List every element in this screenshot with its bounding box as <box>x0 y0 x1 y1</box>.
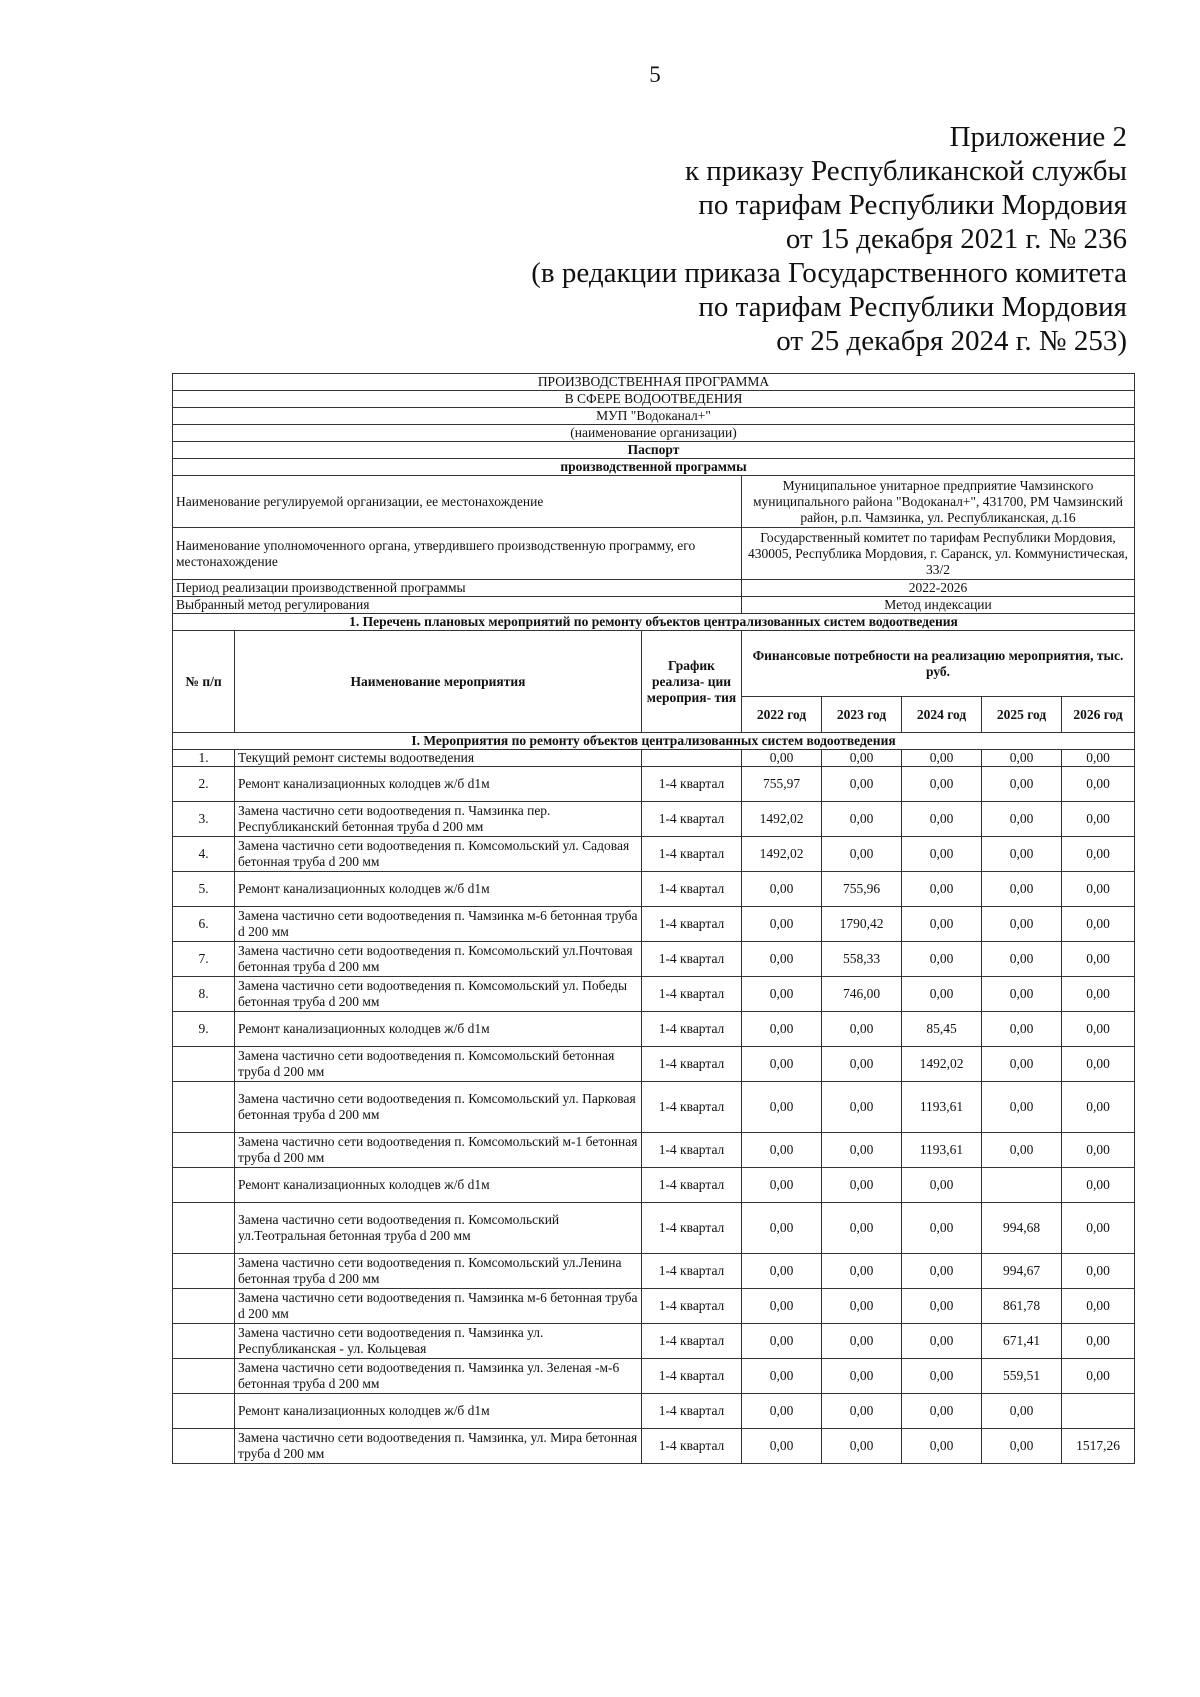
table-row <box>173 750 1135 767</box>
table-row <box>173 872 1135 907</box>
row-schedule: 1-4 квартал <box>642 942 742 977</box>
row-number: 3. <box>173 802 235 837</box>
table-row <box>173 1429 1135 1464</box>
row-schedule: 1-4 квартал <box>642 1047 742 1082</box>
row-number <box>173 1203 235 1254</box>
row-activity-name: Замена частично сети водоотведения п. Комсомольский ул. Садовая бетонная труба d 200 мм <box>235 837 642 872</box>
row-value: 0,00 <box>902 872 982 907</box>
row-number <box>173 1047 235 1082</box>
row-schedule: 1-4 квартал <box>642 1289 742 1324</box>
row-value: 0,00 <box>822 1429 902 1464</box>
table-row <box>173 767 1135 802</box>
row-value: 0,00 <box>982 907 1062 942</box>
row-value: 0,00 <box>1062 1133 1135 1168</box>
row-value: 755,96 <box>822 872 902 907</box>
row-value: 0,00 <box>1062 1047 1135 1082</box>
row-value: 0,00 <box>902 1168 982 1203</box>
row-value: 861,78 <box>982 1289 1062 1324</box>
row-activity-name: Замена частично сети водоотведения п. Чамзинка, ул. Мира бетонная труба d 200 мм <box>235 1429 642 1464</box>
production-program-table <box>172 373 1135 1464</box>
row-value: 0,00 <box>902 837 982 872</box>
row-schedule: 1-4 квартал <box>642 1359 742 1394</box>
row-value: 1790,42 <box>822 907 902 942</box>
row-value: 1492,02 <box>742 837 822 872</box>
program-subtitle: В СФЕРЕ ВОДООТВЕДЕНИЯ <box>173 391 1135 408</box>
row-number <box>173 1133 235 1168</box>
passport-title: Паспорт <box>173 442 1135 459</box>
row-value: 0,00 <box>742 1359 822 1394</box>
column-header-finance: Финансовые потребности на реализацию мероприятия, тыс. руб. <box>742 631 1135 697</box>
row-value: 0,00 <box>822 1082 902 1133</box>
passport-label: Наименование регулируемой организации, ее местонахождение <box>173 476 742 528</box>
row-value: 0,00 <box>982 942 1062 977</box>
passport-label: Наименование уполномоченного органа, утвердившего производственную программу, его местонахождение <box>173 528 742 580</box>
row-value: 1193,61 <box>902 1082 982 1133</box>
row-value: 0,00 <box>902 1203 982 1254</box>
row-value: 1193,61 <box>902 1133 982 1168</box>
row-number <box>173 1254 235 1289</box>
row-value: 755,97 <box>742 767 822 802</box>
row-activity-name: Ремонт канализационных колодцев ж/б d1м <box>235 1168 642 1203</box>
row-number <box>173 1394 235 1429</box>
table-row <box>173 802 1135 837</box>
header-line: (в редакции приказа Государственного комитета <box>531 257 1127 289</box>
row-value: 559,51 <box>982 1359 1062 1394</box>
row-value: 0,00 <box>1062 750 1135 767</box>
subsection-title: I. Мероприятия по ремонту объектов централизованных систем водоотведения <box>173 733 1135 750</box>
row-schedule: 1-4 квартал <box>642 1429 742 1464</box>
row-value: 0,00 <box>742 1254 822 1289</box>
row-number: 9. <box>173 1012 235 1047</box>
section-title: 1. Перечень плановых мероприятий по ремонту объектов централизованных систем водоотведения <box>173 614 1135 631</box>
row-value: 0,00 <box>1062 767 1135 802</box>
row-number <box>173 1359 235 1394</box>
row-value: 0,00 <box>1062 907 1135 942</box>
row-value: 0,00 <box>902 907 982 942</box>
column-header-year: 2025 год <box>982 697 1062 733</box>
row-activity-name: Замена частично сети водоотведения п. Комсомольский бетонная труба d 200 мм <box>235 1047 642 1082</box>
row-value: 0,00 <box>982 837 1062 872</box>
row-number <box>173 1168 235 1203</box>
row-schedule: 1-4 квартал <box>642 802 742 837</box>
row-value: 0,00 <box>982 767 1062 802</box>
row-activity-name: Замена частично сети водоотведения п. Комсомольский ул. Парковая бетонная труба d 200 мм <box>235 1082 642 1133</box>
row-value: 0,00 <box>982 1429 1062 1464</box>
row-schedule: 1-4 квартал <box>642 837 742 872</box>
row-number <box>173 1082 235 1133</box>
row-value: 746,00 <box>822 977 902 1012</box>
row-value: 0,00 <box>822 837 902 872</box>
row-value: 558,33 <box>822 942 902 977</box>
row-value: 0,00 <box>1062 942 1135 977</box>
column-header-year: 2024 год <box>902 697 982 733</box>
row-value: 0,00 <box>742 1047 822 1082</box>
table-row <box>173 1203 1135 1254</box>
column-header-name: Наименование мероприятия <box>235 631 642 733</box>
row-value: 0,00 <box>1062 872 1135 907</box>
table-row <box>173 1324 1135 1359</box>
row-schedule: 1-4 квартал <box>642 907 742 942</box>
row-value: 0,00 <box>982 1394 1062 1429</box>
row-value: 0,00 <box>742 977 822 1012</box>
row-value: 0,00 <box>902 977 982 1012</box>
table-row <box>173 1133 1135 1168</box>
table-row <box>173 1254 1135 1289</box>
header-line: от 25 декабря 2024 г. № 253) <box>776 325 1127 357</box>
row-number: 6. <box>173 907 235 942</box>
row-value: 0,00 <box>902 802 982 837</box>
row-value: 0,00 <box>982 1082 1062 1133</box>
row-value: 0,00 <box>822 802 902 837</box>
row-value: 0,00 <box>742 1012 822 1047</box>
row-value: 0,00 <box>902 1429 982 1464</box>
row-value: 0,00 <box>1062 1203 1135 1254</box>
passport-label: Период реализации производственной программы <box>173 580 742 597</box>
row-value: 0,00 <box>1062 1289 1135 1324</box>
column-header-schedule: График реализа- ции мероприя- тия <box>642 631 742 733</box>
table-row <box>173 1047 1135 1082</box>
row-value: 0,00 <box>742 907 822 942</box>
row-number: 8. <box>173 977 235 1012</box>
row-value: 0,00 <box>902 750 982 767</box>
row-value: 0,00 <box>742 872 822 907</box>
row-value: 0,00 <box>742 1168 822 1203</box>
row-value: 0,00 <box>822 750 902 767</box>
row-activity-name: Ремонт канализационных колодцев ж/б d1м <box>235 872 642 907</box>
column-header-num: № п/п <box>173 631 235 733</box>
table-row <box>173 1359 1135 1394</box>
passport-value: Муниципальное унитарное предприятие Чамзинского муниципального района "Водоканал+", 431700, РМ Чамзинский район, р.п. Чамзинка, ул. Республиканская, д.16 <box>742 476 1135 528</box>
row-value: 0,00 <box>742 1394 822 1429</box>
column-header-year: 2022 год <box>742 697 822 733</box>
header-line: по тарифам Республики Мордовия <box>698 291 1127 323</box>
row-value: 0,00 <box>822 1047 902 1082</box>
row-value: 0,00 <box>742 1082 822 1133</box>
header-line: от 15 декабря 2021 г. № 236 <box>785 223 1127 255</box>
row-schedule: 1-4 квартал <box>642 1082 742 1133</box>
passport-value: 2022-2026 <box>742 580 1135 597</box>
header-line: Приложение 2 <box>949 121 1127 153</box>
table-row <box>173 907 1135 942</box>
row-activity-name: Замена частично сети водоотведения п. Чамзинка ул. Республиканская - ул. Кольцевая <box>235 1324 642 1359</box>
row-value: 0,00 <box>822 1289 902 1324</box>
organization-caption: (наименование организации) <box>173 425 1135 442</box>
row-value: 0,00 <box>742 1429 822 1464</box>
row-value: 0,00 <box>982 750 1062 767</box>
column-header-year: 2023 год <box>822 697 902 733</box>
table-row <box>173 1082 1135 1133</box>
row-value: 85,45 <box>902 1012 982 1047</box>
row-schedule: 1-4 квартал <box>642 1324 742 1359</box>
row-activity-name: Ремонт канализационных колодцев ж/б d1м <box>235 1394 642 1429</box>
header-line: к приказу Республиканской службы <box>684 155 1127 187</box>
row-value: 1492,02 <box>742 802 822 837</box>
row-value: 1492,02 <box>902 1047 982 1082</box>
appendix-header <box>531 120 1127 358</box>
row-schedule: 1-4 квартал <box>642 1133 742 1168</box>
row-activity-name: Замена частично сети водоотведения п. Комсомольский ул.Почтовая бетонная труба d 200 мм <box>235 942 642 977</box>
row-value: 0,00 <box>1062 1082 1135 1133</box>
row-value: 1517,26 <box>1062 1429 1135 1464</box>
row-value: 0,00 <box>982 802 1062 837</box>
column-header-year: 2026 год <box>1062 697 1135 733</box>
row-value <box>982 1168 1062 1203</box>
row-number: 4. <box>173 837 235 872</box>
row-schedule: 1-4 квартал <box>642 1203 742 1254</box>
row-number: 5. <box>173 872 235 907</box>
row-value: 0,00 <box>1062 837 1135 872</box>
row-number <box>173 1324 235 1359</box>
row-value: 0,00 <box>742 942 822 977</box>
row-value: 0,00 <box>902 767 982 802</box>
row-value: 0,00 <box>982 977 1062 1012</box>
row-value: 671,41 <box>982 1324 1062 1359</box>
table-row <box>173 1394 1135 1429</box>
passport-subtitle: производственной программы <box>173 459 1135 476</box>
row-value: 0,00 <box>982 1012 1062 1047</box>
row-activity-name: Ремонт канализационных колодцев ж/б d1м <box>235 767 642 802</box>
row-value: 0,00 <box>1062 977 1135 1012</box>
row-value: 0,00 <box>902 942 982 977</box>
row-activity-name: Замена частично сети водоотведения п. Комсомольский ул.Теотральная бетонная труба d 200 мм <box>235 1203 642 1254</box>
row-value: 0,00 <box>822 1394 902 1429</box>
row-schedule: 1-4 квартал <box>642 872 742 907</box>
row-activity-name: Ремонт канализационных колодцев ж/б d1м <box>235 1012 642 1047</box>
passport-label: Выбранный метод регулирования <box>173 597 742 614</box>
table-row <box>173 837 1135 872</box>
row-activity-name: Замена частично сети водоотведения п. Комсомольский м-1 бетонная труба d 200 мм <box>235 1133 642 1168</box>
row-activity-name: Замена частично сети водоотведения п. Чамзинка пер. Республиканский бетонная труба d 200 мм <box>235 802 642 837</box>
row-value: 994,67 <box>982 1254 1062 1289</box>
row-value: 0,00 <box>902 1394 982 1429</box>
row-schedule: 1-4 квартал <box>642 767 742 802</box>
row-schedule: 1-4 квартал <box>642 1394 742 1429</box>
row-value: 0,00 <box>902 1254 982 1289</box>
table-row <box>173 1012 1135 1047</box>
row-number <box>173 1429 235 1464</box>
row-number: 2. <box>173 767 235 802</box>
row-value: 0,00 <box>822 1168 902 1203</box>
row-activity-name: Замена частично сети водоотведения п. Комсомольский ул. Победы бетонная труба d 200 мм <box>235 977 642 1012</box>
row-schedule: 1-4 квартал <box>642 1254 742 1289</box>
row-value <box>1062 1394 1135 1429</box>
row-value: 994,68 <box>982 1203 1062 1254</box>
row-activity-name: Замена частично сети водоотведения п. Чамзинка м-6 бетонная труба d 200 мм <box>235 907 642 942</box>
row-value: 0,00 <box>822 1133 902 1168</box>
page-number: 5 <box>649 62 661 87</box>
table-row <box>173 942 1135 977</box>
row-value: 0,00 <box>1062 1012 1135 1047</box>
row-value: 0,00 <box>982 1133 1062 1168</box>
row-value: 0,00 <box>1062 1324 1135 1359</box>
row-value: 0,00 <box>822 767 902 802</box>
row-value: 0,00 <box>822 1012 902 1047</box>
table-row <box>173 1289 1135 1324</box>
header-line: по тарифам Республики Мордовия <box>698 189 1127 221</box>
row-schedule: 1-4 квартал <box>642 977 742 1012</box>
row-value: 0,00 <box>902 1359 982 1394</box>
row-number: 1. <box>173 750 235 767</box>
row-value: 0,00 <box>822 1324 902 1359</box>
row-activity-name: Замена частично сети водоотведения п. Чамзинка м-6 бетонная труба d 200 мм <box>235 1289 642 1324</box>
row-value: 0,00 <box>742 1133 822 1168</box>
row-value: 0,00 <box>1062 1254 1135 1289</box>
table-row <box>173 977 1135 1012</box>
row-value: 0,00 <box>902 1324 982 1359</box>
row-value: 0,00 <box>742 1324 822 1359</box>
row-value: 0,00 <box>822 1203 902 1254</box>
row-value: 0,00 <box>1062 1168 1135 1203</box>
row-schedule <box>642 750 742 767</box>
passport-value: Метод индексации <box>742 597 1135 614</box>
row-value: 0,00 <box>982 1047 1062 1082</box>
row-activity-name: Замена частично сети водоотведения п. Комсомольский ул.Ленина бетонная труба d 200 мм <box>235 1254 642 1289</box>
row-schedule: 1-4 квартал <box>642 1012 742 1047</box>
table-row <box>173 1168 1135 1203</box>
row-value: 0,00 <box>1062 802 1135 837</box>
row-schedule: 1-4 квартал <box>642 1168 742 1203</box>
row-activity-name: Замена частично сети водоотведения п. Чамзинка ул. Зеленая -м-6 бетонная труба d 200 мм <box>235 1359 642 1394</box>
row-value: 0,00 <box>902 1289 982 1324</box>
organization-name: МУП "Водоканал+" <box>173 408 1135 425</box>
row-value: 0,00 <box>742 1203 822 1254</box>
row-value: 0,00 <box>742 750 822 767</box>
row-value: 0,00 <box>982 872 1062 907</box>
row-value: 0,00 <box>822 1254 902 1289</box>
row-number <box>173 1289 235 1324</box>
row-value: 0,00 <box>822 1359 902 1394</box>
passport-value: Государственный комитет по тарифам Республики Мордовия, 430005, Республика Мордовия, г. Саранск, ул. Коммунистическая, 33/2 <box>742 528 1135 580</box>
row-number: 7. <box>173 942 235 977</box>
program-title: ПРОИЗВОДСТВЕННАЯ ПРОГРАММА <box>173 374 1135 391</box>
row-value: 0,00 <box>1062 1359 1135 1394</box>
row-activity-name: Текущий ремонт системы водоотведения <box>235 750 642 767</box>
row-value: 0,00 <box>742 1289 822 1324</box>
